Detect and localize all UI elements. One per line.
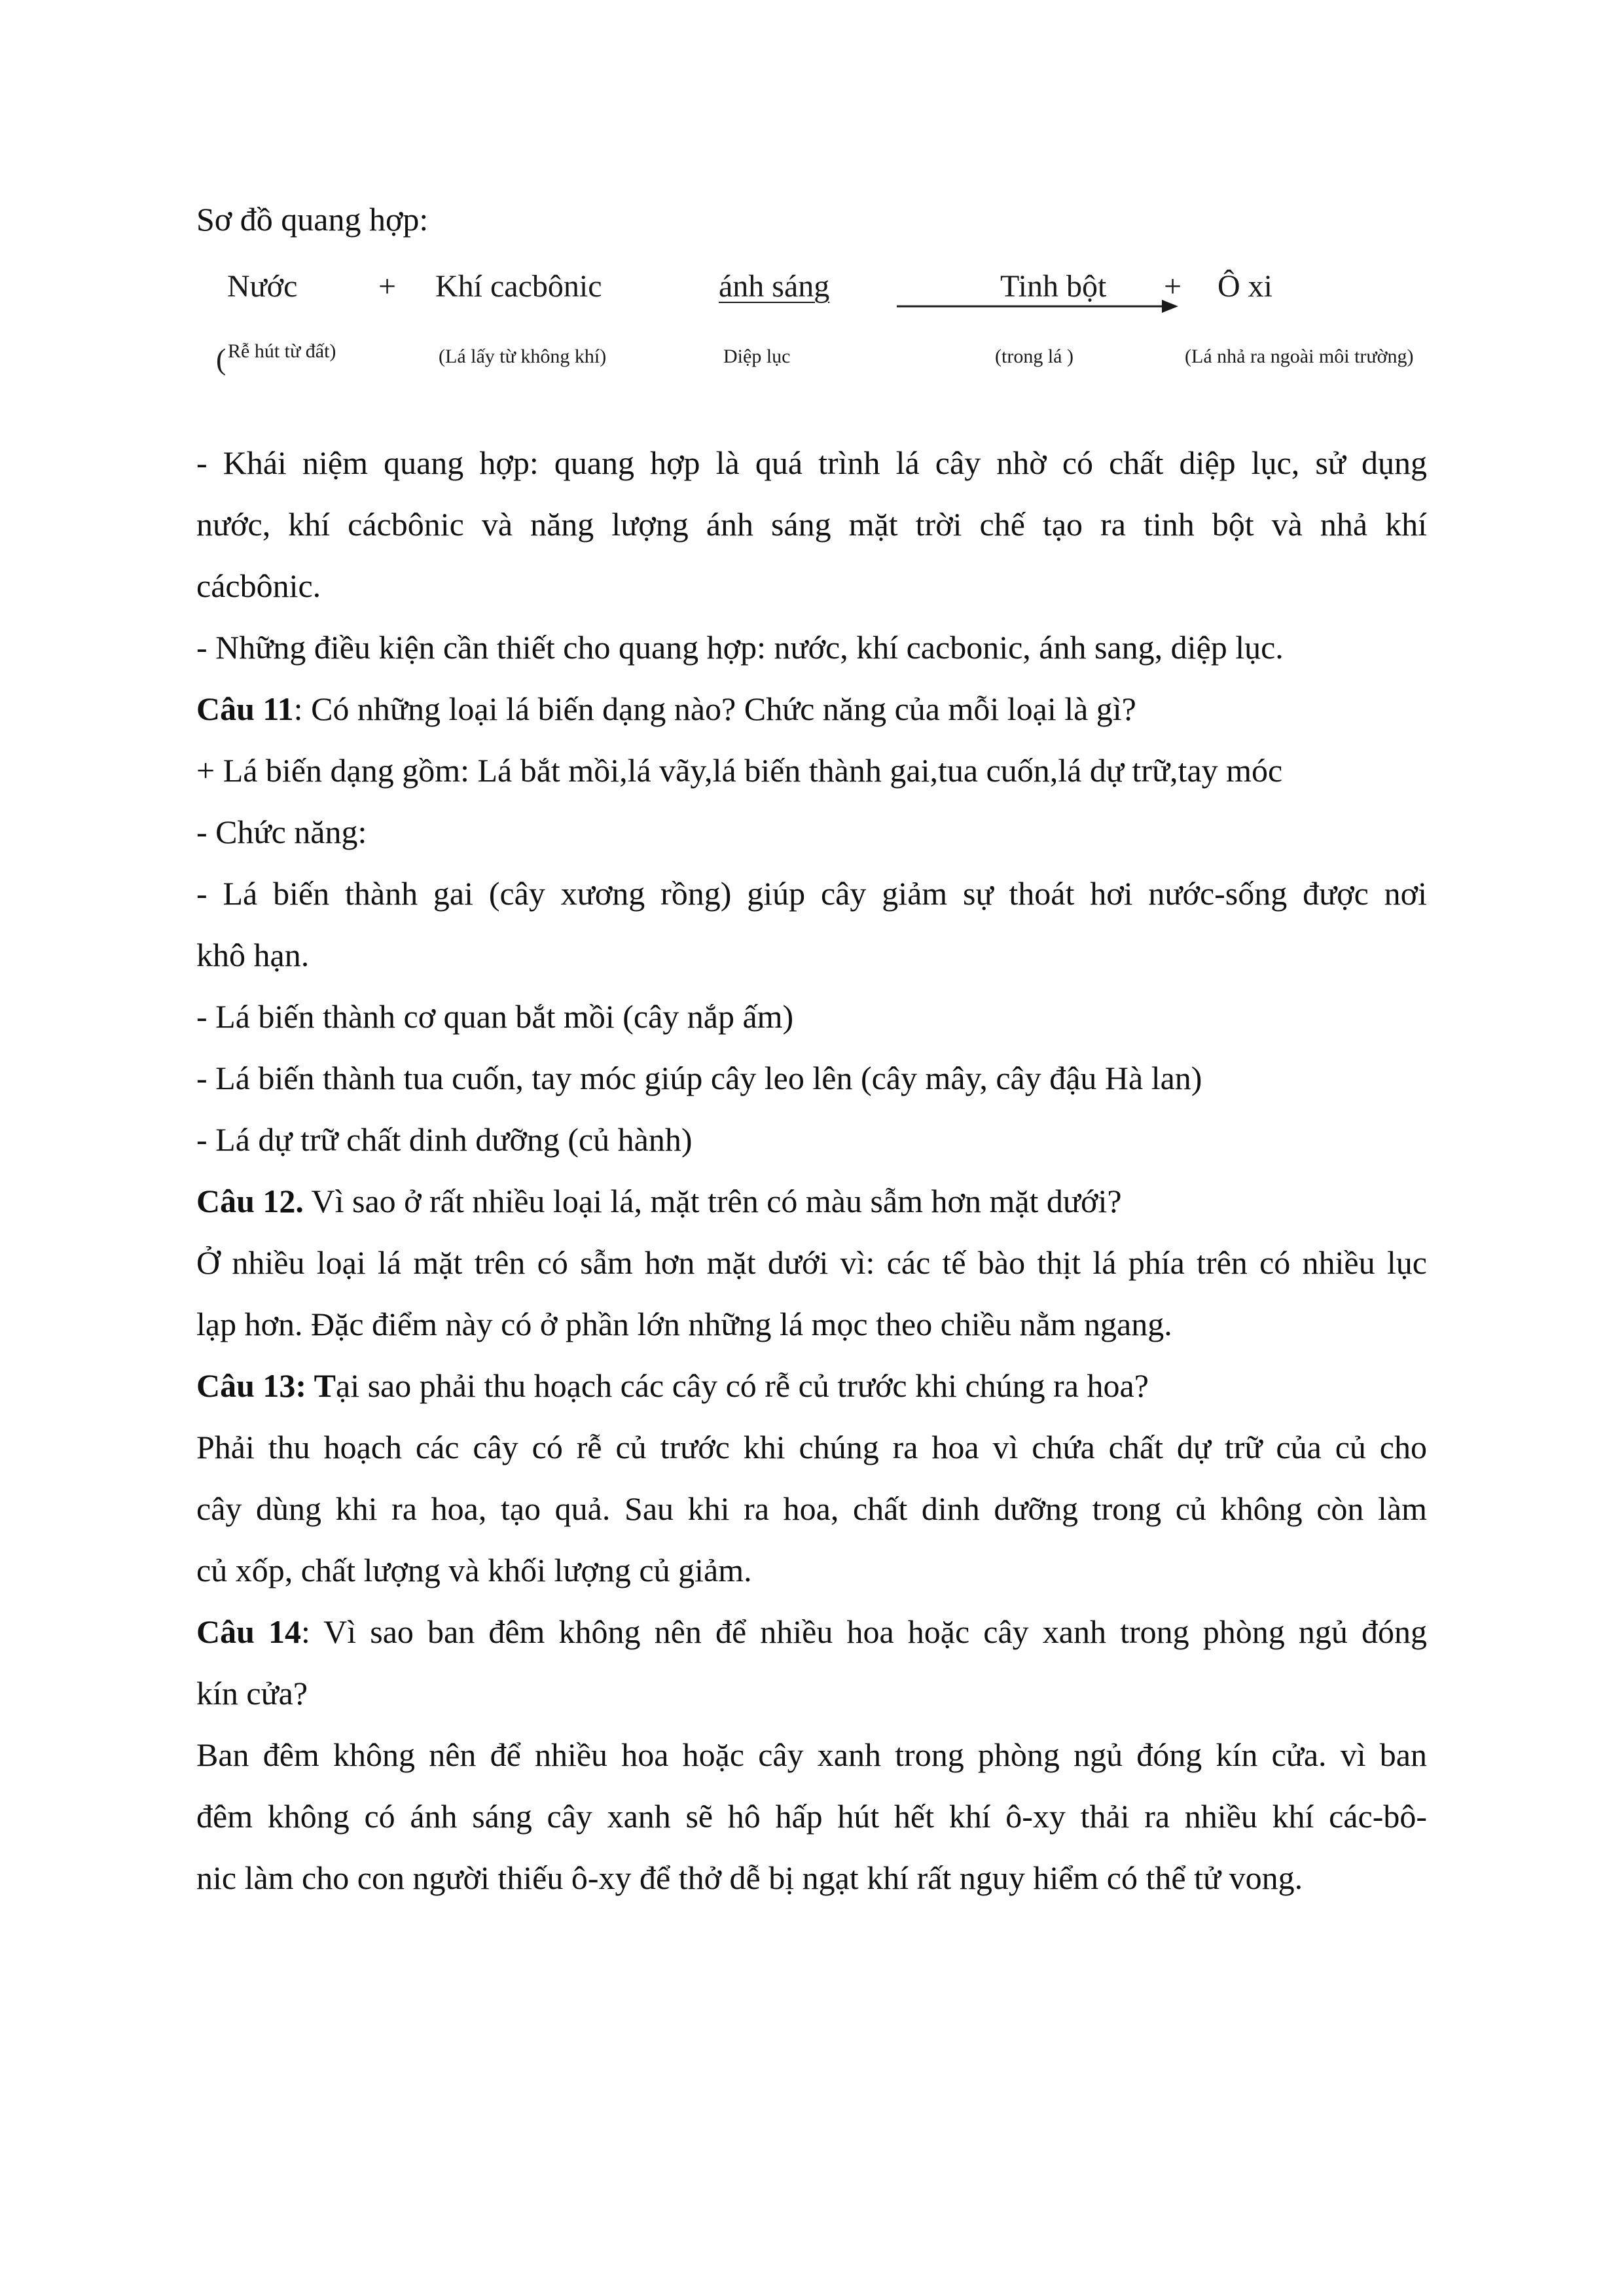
paragraph-line: Ở nhiều loại lá mặt trên có sẫm hơn mặt dưới vì: các tế bào thịt lá phía trên có nhiều lục [196,1244,1427,1281]
paragraph-line: nước, khí cácbônic và năng lượng ánh sáng mặt trời chế tạo ra tinh bột và nhả khí [196,506,1427,543]
product-starch-note: (trong lá ) [995,346,1074,367]
condition-light: ánh sáng [719,269,830,304]
plus-sign-2: + [1164,269,1182,304]
paragraph-line: + Lá biến dạng gồm: Lá bắt mồi,lá vãy,lá biến thành gai,tua cuốn,lá dự trữ,tay móc [196,752,1283,789]
paragraph-line: - Chức năng: [196,814,367,850]
paragraph-line: - Khái niệm quang hợp: quang hợp là quá trình lá cây nhờ có chất diệp lục, sử dụng [196,444,1427,481]
plus-sign-1: + [378,269,397,304]
question-12 [196,1170,1427,1232]
question-label: Câu 11 [196,691,294,727]
question-text: ại sao phải thu hoạch các cây có rễ củ trước khi chúng ra hoa? [336,1367,1149,1404]
paragraph-line: khô hạn. [196,937,310,973]
question-label: Câu 14 [196,1613,302,1650]
paragraph-line: - Lá biến thành cơ quan bắt mồi (cây nắp ấm) [196,998,794,1035]
product-oxygen: Ô xi [1218,269,1272,304]
paragraph-line: lạp hơn. Đặc điểm này có ở phần lớn những lá mọc theo chiều nằm ngang. [196,1306,1172,1342]
reactant-co2: Khí cacbônic [435,269,602,304]
question-14 [196,1601,1427,1662]
paragraph-line: - Lá dự trữ chất dinh dưỡng (củ hành) [196,1121,693,1158]
reactant-water-note: Rễ hút từ đất) [228,340,336,362]
product-oxygen-note: (Lá nhả ra ngoài môi trường) [1185,346,1414,367]
question-text: Vì sao ở rất nhiều loại lá, mặt trên có màu sẫm hơn mặt dưới? [303,1183,1122,1219]
paragraph-line: nic làm cho con người thiếu ô-xy để thở dễ bị ngạt khí rất nguy hiểm có thể tử vong. [196,1859,1303,1896]
question-label: Câu 13: T [196,1367,336,1404]
paragraph-line: - Những điều kiện cần thiết cho quang hợp: nước, khí cacbonic, ánh sang, diệp lục. [196,629,1284,666]
question-text: : Có những loại lá biến dạng nào? Chức năng của mỗi loại là gì? [293,691,1136,727]
reactant-water: Nước [227,269,298,304]
paragraph-line: củ xốp, chất lượng và khối lượng củ giảm. [196,1552,752,1588]
paragraph-line: - Lá biến thành tua cuốn, tay móc giúp cây leo lên (cây mây, cây đậu Hà lan) [196,1060,1202,1096]
paragraph-line: đêm không có ánh sáng cây xanh sẽ hô hấp hút hết khí ô-xy thải ra nhiều khí các-bô- [196,1798,1427,1835]
reactant-water-paren: ( [216,342,226,376]
product-starch: Tinh bột [1000,269,1107,304]
paragraph-line: cây dùng khi ra hoa, tạo quả. Sau khi ra hoa, chất dinh dưỡng trong củ không còn làm [196,1490,1427,1527]
question-label: Câu 12. [196,1183,304,1219]
paragraph-line: Ban đêm không nên để nhiều hoa hoặc cây xanh trong phòng ngủ đóng kín cửa. vì ban [196,1736,1427,1773]
paragraph-line: kín cửa? [196,1675,308,1712]
photosynthesis-diagram [216,268,1479,412]
condition-note: Diệp lục [723,346,791,367]
question-13 [196,1355,1427,1416]
question-11 [196,678,1427,740]
paragraph-line: cácbônic. [196,567,321,604]
question-text: : Vì sao ban đêm không nên để nhiều hoa hoặc cây xanh trong phòng ngủ đóng [301,1613,1427,1650]
diagram-heading: Sơ đồ quang hợp: [196,201,429,238]
paragraph-line: - Lá biến thành gai (cây xương rồng) giúp cây giảm sự thoát hơi nước-sống được nơi [196,875,1427,912]
reactant-co2-note: (Lá lấy từ không khí) [439,346,607,367]
paragraph-line: Phải thu hoạch các cây có rễ củ trước khi chúng ra hoa vì chứa chất dự trữ của củ cho [196,1429,1427,1465]
